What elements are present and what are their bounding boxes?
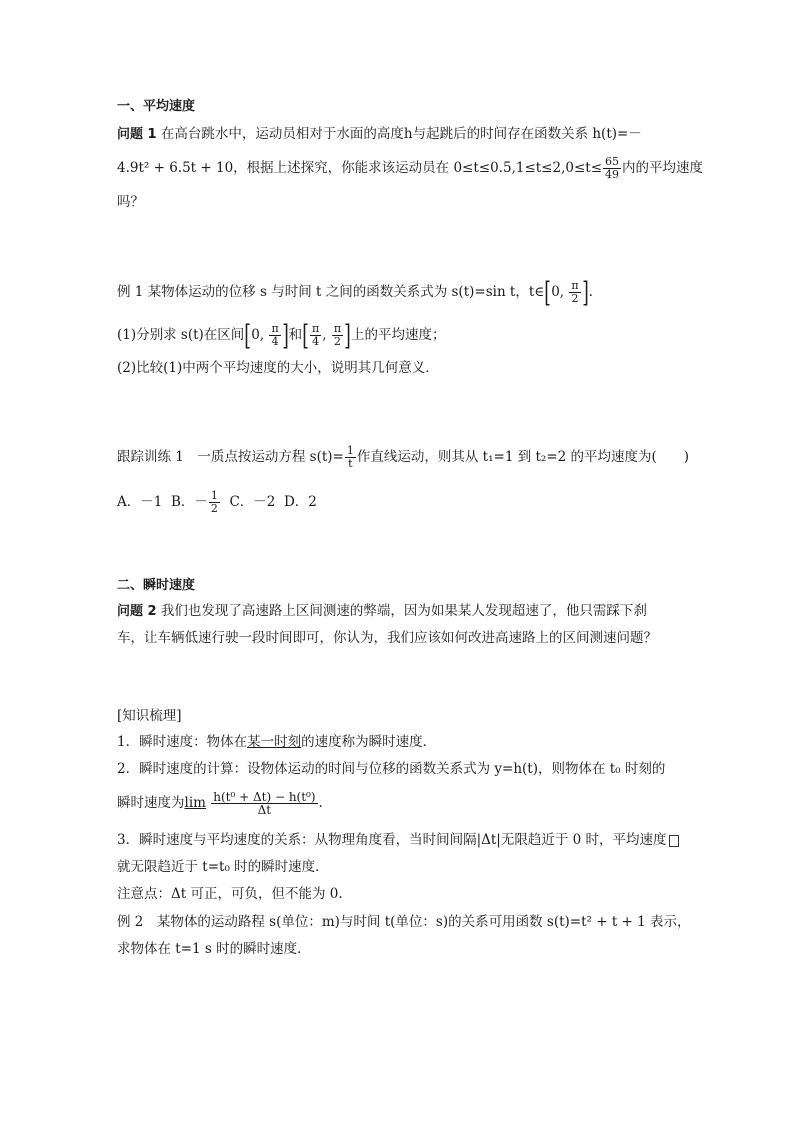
fraction-pi-4 [310,323,321,348]
example1-label: 例 1 [117,284,144,300]
part1-text: (1)分别求 s(t)在区间 [117,327,245,343]
fraction-denominator: 4 [271,335,279,348]
knowledge-item3 [117,830,687,850]
lim-symbol: lim [184,795,206,811]
fraction-denominator: 2 [571,292,579,305]
exercise1-text: 跟踪训练 1 一质点按运动方程 s(t)= [117,449,344,465]
question1-text: 在高台跳水中，运动员相对于水面的高度h与起跳后的时间存在函数关系 h(t)=－ [160,126,642,142]
fraction-pi-2 [569,280,580,305]
question2-line1 [117,601,687,622]
right-bracket: ] [581,275,589,309]
interval-start: 0, [251,327,265,343]
k1-text-end: 的速度称为瞬时速度． [301,734,437,750]
fraction-denominator: t [348,457,353,470]
fraction-pi-2 [332,323,343,348]
question2-line2: 车，让车辆低速行驶一段时间即可，你认为，我们应该如何改进高速路上的区间测速问题？ [117,630,657,646]
k3-text: 3．瞬时速度与平均速度的关系：从物理角度看，当时间间隔|Δt|无限趋近于 0 时，平均速度 [117,832,667,848]
question2-text: 我们也发现了高速路上区间测速的弊端，因为如果某人发现超速了，他只需踩下刹 [160,603,647,619]
fraction-numerator: π [571,279,579,292]
fraction-denominator: 2 [333,335,341,348]
left-bracket: [ [244,318,252,352]
fraction-denominator: 4 [312,335,320,348]
checkbox-icon [669,835,679,847]
fraction-1-2 [209,490,220,515]
right-bracket: ] [281,318,289,352]
example2-line1: 例 2 某物体的运动路程 s(单位：m)与时间 t(单位：s)的关系可用函数 s(t)=t² + t + 1 表示， [117,914,691,930]
right-bracket: ] [344,318,351,352]
fraction-denominator: 49 [605,168,620,181]
option-c: C．－2 [229,494,276,510]
question1-text-2: 4.9t² + 6.5t + 10，根据上述探究，你能求该运动员在 0≤t≤0.5,1≤t≤2,0≤t≤ [117,160,603,176]
fraction-1-t [345,445,356,470]
option-a: A．－1 [117,494,163,510]
example1-part2: (2)比较(1)中两个平均速度的大小，说明其几何意义． [117,360,439,376]
example1-part1: (1)分别求 s(t)在区间[0, $\frac{\pi}{4}$ ]和[ $\frac{\pi}{4}$ , $\frac{\pi}{2}$ ]上的平均速度； [117,318,446,352]
fraction-numerator: π [333,322,342,335]
k1-text: 1．瞬时速度：物体在 [117,734,248,750]
example1-text: 某物体运动的位移 s 与时间 t 之间的函数关系式为 s(t)=sin t，t∈ [147,284,545,300]
fraction-denominator: 2 [210,502,218,515]
question1-line1 [117,124,687,145]
fraction-numerator: 65 [605,155,620,168]
k2-text: 瞬时速度为 [117,795,185,811]
knowledge-item3-line2: 就无限趋近于 t=t₀ 时的瞬时速度． [117,859,329,875]
question1-line3: 吗？ [117,194,144,210]
question1-line2 [117,155,704,181]
fraction-numerator: h(t⁰ + Δt) − h(t⁰) [213,790,316,804]
example1-line: 例 1 某物体运动的位移 s 与时间 t 之间的函数关系式为 s(t)=sin t，t∈[0, $\frac{\pi}{2}$ ]. [117,275,593,309]
fraction-numerator: π [271,322,279,335]
exercise1-line [117,444,690,470]
knowledge-item2: 2．瞬时速度的计算：设物体运动的时间与位移的函数关系式为 y=h(t)，则物体在 t₀ 时刻的 [117,761,666,777]
fraction-numerator: 1 [210,489,218,502]
note-line: 注意点：Δt 可正，可负，但不能为 0. [117,886,343,902]
knowledge-heading: [知识梳理] [117,708,182,724]
question1-label: 问题 1 [117,127,157,142]
left-bracket: [ [544,275,552,309]
option-b: B．－ [170,494,208,510]
option-d: D．2 [283,494,317,510]
k1-underlined: 某一时刻 [247,734,302,750]
knowledge-item2-formula: 瞬时速度为lim $\frac{\text{h(t⁰ + Δt) − h(t⁰)}}{\Delta t}$ . [117,790,323,817]
knowledge-item1 [117,732,687,752]
interval-start: 0, [551,284,565,300]
fraction-numerator: π [312,322,320,335]
left-bracket: [ [302,318,309,352]
fraction-numerator: 1 [346,444,354,457]
section2-heading: 二、瞬时速度 [117,578,196,593]
section1-heading: 一、平均速度 [117,99,196,114]
exercise1-text-end: 作直线运动，则其从 t₁=1 到 t₂=2 的平均速度为( ) [356,449,690,465]
and-text: 和 [288,327,303,343]
part1-text-end: 上的平均速度； [351,327,446,343]
fraction-denominator: Δt [257,803,272,817]
question2-label: 问题 2 [117,604,157,619]
exercise1-options [117,490,687,515]
limit-fraction [211,791,317,816]
fraction-65-49 [603,156,621,181]
fraction-pi-4 [269,323,280,348]
example2-line2: 求物体在 t=1 s 时的瞬时速度． [117,941,311,957]
question1-text-3: 内的平均速度 [622,160,704,176]
